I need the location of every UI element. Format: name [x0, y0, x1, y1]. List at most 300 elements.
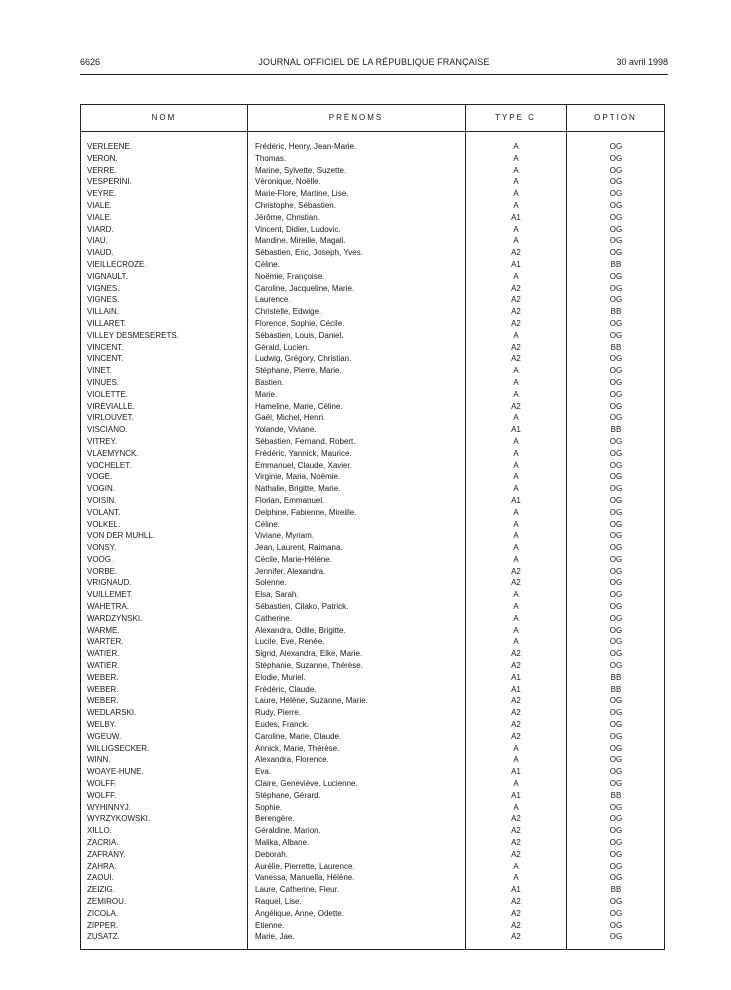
cell-nom: VIOLETTE. — [87, 389, 128, 399]
cell-prenoms: Frédéric, Claude. — [255, 684, 317, 694]
cell-prenoms: Thomas. — [255, 153, 287, 163]
cell-nom: VOCHELET. — [87, 460, 132, 470]
table-row — [81, 849, 664, 861]
cell-option: OG — [609, 755, 623, 765]
cell-type: A2 — [511, 401, 521, 411]
cell-nom: ZACRIA. — [87, 838, 119, 848]
cell-option: OG — [609, 802, 623, 812]
cell-type: A — [513, 224, 519, 234]
cell-option: OG — [609, 460, 623, 470]
cell-type: A2 — [511, 661, 521, 671]
cell-type: A — [513, 377, 519, 387]
table-row — [81, 813, 664, 825]
cell-option: OG — [609, 708, 623, 718]
cell-option: OG — [609, 920, 623, 930]
cell-prenoms: Emmanuel, Claude, Xavier. — [255, 460, 352, 470]
table-row — [81, 259, 664, 271]
cell-nom: WARDZYNSKI. — [87, 613, 143, 623]
cell-prenoms: Vincent, Didier, Ludovic. — [255, 224, 341, 234]
cell-type: A1 — [511, 885, 521, 895]
table-row — [81, 188, 664, 200]
cell-prenoms: Solenne. — [255, 578, 287, 588]
cell-nom: VIGNAULT. — [87, 271, 128, 281]
cell-type: A — [513, 271, 519, 281]
cell-type: A2 — [511, 814, 521, 824]
cell-type: A — [513, 484, 519, 494]
cell-type: A2 — [511, 908, 521, 918]
table-row — [81, 802, 664, 814]
cell-nom: WEBER. — [87, 684, 119, 694]
cell-nom: VIGNES. — [87, 283, 120, 293]
cell-type: A2 — [511, 578, 521, 588]
cell-option: OG — [609, 318, 623, 328]
cell-prenoms: Claire, Geneviève, Lucienne. — [255, 779, 358, 789]
table-row — [81, 424, 664, 436]
table-row — [81, 448, 664, 460]
cell-type: A1 — [511, 672, 521, 682]
cell-option: OG — [609, 177, 623, 187]
cell-option: BB — [610, 885, 622, 895]
cell-nom: VIARD. — [87, 224, 114, 234]
cell-prenoms: Jennifer, Alexandra. — [255, 566, 326, 576]
header-divider — [81, 131, 664, 132]
column-header-type: TYPE C — [495, 113, 536, 122]
cell-type: A — [513, 861, 519, 871]
cell-prenoms: Céline. — [255, 259, 280, 269]
cell-type: A — [513, 590, 519, 600]
cell-nom: VIGNES. — [87, 295, 120, 305]
cell-nom: VIAUD. — [87, 248, 114, 258]
table-row — [81, 165, 664, 177]
page-header — [80, 57, 668, 71]
cell-nom: VEYRE. — [87, 189, 117, 199]
cell-type: A2 — [511, 826, 521, 836]
cell-type: A — [513, 625, 519, 635]
cell-prenoms: Raquel, Lise. — [255, 897, 302, 906]
cell-prenoms: Jean, Laurent, Raimana. — [255, 543, 343, 553]
cell-option: OG — [609, 212, 623, 222]
cell-type: A2 — [511, 354, 521, 364]
cell-prenoms: Aurélie, Pierrette, Laurence. — [255, 861, 355, 871]
cell-nom: WOAYE-HUNE. — [87, 767, 144, 777]
table-row — [81, 601, 664, 613]
cell-nom: ZEMIROU. — [87, 897, 127, 906]
cell-type: A2 — [511, 720, 521, 730]
cell-prenoms: Laure, Hélène, Suzanne, Marie. — [255, 696, 368, 706]
cell-option: OG — [609, 543, 623, 553]
cell-prenoms: Sébastien, Cilako, Patrick. — [255, 602, 349, 612]
cell-option: OG — [609, 932, 623, 942]
cell-option: OG — [609, 495, 623, 505]
cell-option: OG — [609, 696, 623, 706]
cell-prenoms: Marie. — [255, 389, 278, 399]
table-row — [81, 648, 664, 660]
table-row — [81, 436, 664, 448]
cell-type: A — [513, 153, 519, 163]
table-row — [81, 566, 664, 578]
table-row — [81, 342, 664, 354]
cell-prenoms: Lucile, Eve, Renée. — [255, 637, 325, 647]
table-row — [81, 294, 664, 306]
cell-option: OG — [609, 507, 623, 517]
cell-option: OG — [609, 519, 623, 529]
table-row — [81, 460, 664, 472]
cell-prenoms: Stéphane, Pierre, Marie. — [255, 366, 342, 376]
cell-type: A1 — [511, 495, 521, 505]
cell-prenoms: Elodie, Muriel. — [255, 672, 306, 682]
cell-type: A — [513, 460, 519, 470]
cell-option: OG — [609, 838, 623, 848]
cell-nom: VIRLOUVET. — [87, 413, 134, 423]
cell-nom: WARME. — [87, 625, 120, 635]
cell-prenoms: Gérald, Lucien. — [255, 342, 310, 352]
cell-nom: WATIER. — [87, 661, 120, 671]
table-row — [81, 731, 664, 743]
cell-option: OG — [609, 142, 623, 151]
cell-nom: VINUES. — [87, 377, 120, 387]
cell-option: BB — [610, 684, 622, 694]
cell-nom: VINCENT. — [87, 354, 124, 364]
cell-prenoms: Vanessa, Manuella, Hélène. — [255, 873, 355, 883]
cell-option: OG — [609, 637, 623, 647]
cell-option: OG — [609, 330, 623, 340]
cell-type: A — [513, 366, 519, 376]
cell-option: OG — [609, 554, 623, 564]
table-row — [81, 271, 664, 283]
cell-nom: ZUSATZ. — [87, 932, 120, 942]
table-row — [81, 247, 664, 259]
cell-type: A2 — [511, 649, 521, 659]
cell-option: OG — [609, 389, 623, 399]
cell-prenoms: Laure, Catherine, Fleur. — [255, 885, 340, 895]
table-row — [81, 589, 664, 601]
table-row — [81, 884, 664, 896]
table-row — [81, 519, 664, 531]
cell-prenoms: Yolande, Viviane. — [255, 425, 317, 435]
cell-prenoms: Ludwig, Grégory, Christian. — [255, 354, 352, 364]
cell-type: A — [513, 200, 519, 210]
cell-nom: VOOG. — [87, 554, 114, 564]
cell-nom: VINCENT. — [87, 342, 124, 352]
cell-type: A1 — [511, 684, 521, 694]
cell-nom: VESPERINI. — [87, 177, 132, 187]
cell-type: A — [513, 554, 519, 564]
cell-nom: VIAU. — [87, 236, 108, 246]
cell-nom: ZAHRA. — [87, 861, 117, 871]
cell-prenoms: Christophe, Sébastien. — [255, 200, 336, 210]
cell-option: OG — [609, 861, 623, 871]
cell-nom: ZICOLA. — [87, 908, 119, 918]
cell-option: OG — [609, 897, 623, 906]
results-table — [80, 104, 665, 950]
cell-type: A1 — [511, 212, 521, 222]
cell-option: OG — [609, 826, 623, 836]
cell-type: A1 — [511, 425, 521, 435]
cell-nom: VORBE. — [87, 566, 118, 576]
cell-nom: WOLFF. — [87, 779, 117, 789]
cell-type: A — [513, 142, 519, 151]
table-row — [81, 224, 664, 236]
cell-type: A2 — [511, 283, 521, 293]
cell-nom: XILLO. — [87, 826, 112, 836]
cell-prenoms: Bastien. — [255, 377, 284, 387]
table-row — [81, 554, 664, 566]
cell-type: A — [513, 189, 519, 199]
cell-option: OG — [609, 625, 623, 635]
cell-type: A — [513, 755, 519, 765]
cell-type: A — [513, 873, 519, 883]
cell-option: OG — [609, 377, 623, 387]
cell-option: OG — [609, 248, 623, 258]
cell-prenoms: Eudes, Franck. — [255, 720, 309, 730]
cell-prenoms: Annick, Marie, Thérèse. — [255, 743, 340, 753]
cell-nom: VOISIN. — [87, 495, 117, 505]
cell-prenoms: Sophie. — [255, 802, 283, 812]
table-row — [81, 872, 664, 884]
table-row — [81, 530, 664, 542]
cell-option: BB — [610, 259, 622, 269]
column-header-nom: NOM — [151, 113, 177, 122]
table-row — [81, 660, 664, 672]
cell-type: A — [513, 330, 519, 340]
cell-prenoms: Virginie, Maria, Noëmie. — [255, 472, 341, 482]
cell-nom: WILLIGSECKER. — [87, 743, 150, 753]
cell-nom: VONSY. — [87, 543, 117, 553]
cell-prenoms: Elsa, Sarah. — [255, 590, 299, 600]
cell-prenoms: Viviane, Myriam. — [255, 531, 314, 541]
cell-type: A2 — [511, 932, 521, 942]
table-row — [81, 483, 664, 495]
cell-prenoms: Eva. — [255, 767, 272, 777]
cell-option: OG — [609, 720, 623, 730]
cell-type: A — [513, 637, 519, 647]
cell-prenoms: Delphine, Fabienne, Mireille. — [255, 507, 357, 517]
table-row — [81, 861, 664, 873]
cell-prenoms: Véronique, Noëlle. — [255, 177, 321, 187]
cell-option: OG — [609, 908, 623, 918]
page-number: 6626 — [80, 57, 101, 67]
table-row — [81, 931, 664, 943]
table-row — [81, 283, 664, 295]
table-row — [81, 212, 664, 224]
cell-option: OG — [609, 578, 623, 588]
cell-option: OG — [609, 200, 623, 210]
cell-nom: WARTER. — [87, 637, 124, 647]
cell-prenoms: Sigrid, Alexandra, Elke, Marie. — [255, 649, 363, 659]
cell-option: OG — [609, 153, 623, 163]
cell-prenoms: Catherine. — [255, 613, 292, 623]
cell-option: OG — [609, 401, 623, 411]
cell-nom: WELBY. — [87, 720, 117, 730]
cell-option: OG — [609, 295, 623, 305]
column-header-prenoms: PRÉNOMS — [328, 113, 384, 122]
cell-nom: WAHETRA. — [87, 602, 129, 612]
cell-type: A2 — [511, 295, 521, 305]
cell-nom: VOLKEL. — [87, 519, 121, 529]
cell-prenoms: Frédéric, Henry, Jean-Marie. — [255, 142, 357, 151]
cell-type: A — [513, 531, 519, 541]
cell-prenoms: Sébastien, Eric, Joseph, Yves. — [255, 248, 363, 258]
cell-nom: WYHINNYJ. — [87, 802, 131, 812]
cell-type: A1 — [511, 259, 521, 269]
cell-option: OG — [609, 189, 623, 199]
table-row — [81, 778, 664, 790]
cell-nom: WEBER. — [87, 672, 119, 682]
publication-date: 30 avril 1998 — [616, 57, 668, 67]
table-row — [81, 719, 664, 731]
cell-type: A — [513, 779, 519, 789]
cell-nom: ZAOUI. — [87, 873, 114, 883]
cell-option: OG — [609, 283, 623, 293]
table-row — [81, 176, 664, 188]
cell-prenoms: Nathalie, Brigitte, Marie. — [255, 484, 341, 494]
cell-nom: VERRE. — [87, 165, 117, 175]
table-row — [81, 365, 664, 377]
table-row — [81, 707, 664, 719]
cell-option: OG — [609, 613, 623, 623]
cell-nom: VOGIN. — [87, 484, 116, 494]
cell-prenoms: Marine, Sylvette, Suzette. — [255, 165, 347, 175]
cell-prenoms: Stéphane, Gérard. — [255, 790, 321, 800]
cell-option: OG — [609, 436, 623, 446]
table-row — [81, 908, 664, 920]
table-row — [81, 790, 664, 802]
cell-option: OG — [609, 224, 623, 234]
cell-type: A — [513, 519, 519, 529]
cell-prenoms: Cécile, Marie-Hélène. — [255, 554, 332, 564]
table-row — [81, 636, 664, 648]
table-row — [81, 577, 664, 589]
cell-type: A2 — [511, 838, 521, 848]
cell-nom: VIREVIALLE. — [87, 401, 136, 411]
cell-nom: VILLEY DESMESERETS. — [87, 330, 179, 340]
cell-prenoms: Malika, Albane. — [255, 838, 310, 848]
cell-type: A1 — [511, 790, 521, 800]
cell-prenoms: Alexandra, Odile, Brigitte. — [255, 625, 346, 635]
cell-prenoms: Céline. — [255, 519, 280, 529]
cell-option: OG — [609, 484, 623, 494]
cell-type: A2 — [511, 897, 521, 906]
cell-option: OG — [609, 448, 623, 458]
cell-type: A1 — [511, 767, 521, 777]
cell-type: A — [513, 236, 519, 246]
cell-nom: VIALE. — [87, 212, 112, 222]
cell-type: A — [513, 436, 519, 446]
cell-option: OG — [609, 873, 623, 883]
cell-prenoms: Caroline, Marie, Claude. — [255, 731, 342, 741]
publication-title: JOURNAL OFFICIEL DE LA RÉPUBLIQUE FRANÇAISE — [258, 57, 490, 67]
cell-type: A2 — [511, 849, 521, 859]
cell-nom: VLAEMYNCK. — [87, 448, 139, 458]
cell-type: A2 — [511, 307, 521, 317]
table-row — [81, 896, 664, 908]
cell-prenoms: Marie, Jae. — [255, 932, 295, 942]
cell-type: A2 — [511, 708, 521, 718]
cell-option: OG — [609, 271, 623, 281]
table-row — [81, 684, 664, 696]
cell-prenoms: Mandine, Mireille, Magali. — [255, 236, 346, 246]
table-row — [81, 141, 664, 153]
cell-option: OG — [609, 566, 623, 576]
cell-type: A — [513, 743, 519, 753]
table-row — [81, 412, 664, 424]
cell-prenoms: Marie-Flore, Martine, Lise. — [255, 189, 349, 199]
table-row — [81, 542, 664, 554]
cell-option: BB — [610, 425, 622, 435]
table-row — [81, 401, 664, 413]
cell-nom: WGEUW. — [87, 731, 122, 741]
cell-nom: VIEILLECROZE. — [87, 259, 147, 269]
cell-nom: WEBER. — [87, 696, 119, 706]
cell-nom: VINET. — [87, 366, 112, 376]
cell-nom: VILLAIN. — [87, 307, 120, 317]
cell-type: A2 — [511, 696, 521, 706]
cell-option: OG — [609, 661, 623, 671]
cell-nom: WOLFF. — [87, 790, 117, 800]
cell-type: A — [513, 543, 519, 553]
cell-type: A — [513, 177, 519, 187]
cell-option: OG — [609, 165, 623, 175]
cell-option: OG — [609, 602, 623, 612]
table-row — [81, 306, 664, 318]
table-row — [81, 353, 664, 365]
cell-prenoms: Stéphanie, Suzanne, Thérèse. — [255, 661, 363, 671]
cell-type: A2 — [511, 920, 521, 930]
cell-nom: WATIER. — [87, 649, 120, 659]
table-row — [81, 766, 664, 778]
table-row — [81, 153, 664, 165]
cell-prenoms: Jérôme, Christian. — [255, 212, 320, 222]
cell-option: OG — [609, 743, 623, 753]
table-row — [81, 754, 664, 766]
cell-nom: ZEIZIG. — [87, 885, 115, 895]
cell-option: BB — [610, 307, 622, 317]
cell-type: A — [513, 165, 519, 175]
cell-option: BB — [610, 790, 622, 800]
cell-type: A — [513, 448, 519, 458]
cell-option: BB — [610, 342, 622, 352]
cell-option: OG — [609, 366, 623, 376]
cell-prenoms: Rudy, Pierre. — [255, 708, 302, 718]
cell-prenoms: Hameline, Marie, Céline. — [255, 401, 343, 411]
cell-option: OG — [609, 767, 623, 777]
cell-option: OG — [609, 472, 623, 482]
table-row — [81, 200, 664, 212]
cell-option: OG — [609, 236, 623, 246]
cell-option: OG — [609, 849, 623, 859]
cell-nom: VERLEENE. — [87, 142, 132, 151]
table-row — [81, 389, 664, 401]
cell-type: A — [513, 413, 519, 423]
table-body — [81, 141, 664, 943]
cell-nom: VOGE. — [87, 472, 113, 482]
cell-prenoms: Gaël, Michel, Henri. — [255, 413, 326, 423]
table-row — [81, 495, 664, 507]
table-row — [81, 235, 664, 247]
column-header-option: OPTION — [594, 113, 637, 122]
cell-option: OG — [609, 354, 623, 364]
cell-nom: VOLANT. — [87, 507, 121, 517]
cell-prenoms: Frédéric, Yannick, Maurice. — [255, 448, 352, 458]
table-row — [81, 330, 664, 342]
cell-option: OG — [609, 590, 623, 600]
cell-nom: ZAFRANY. — [87, 849, 126, 859]
cell-nom: VERON. — [87, 153, 118, 163]
cell-type: A2 — [511, 566, 521, 576]
cell-type: A2 — [511, 318, 521, 328]
cell-type: A — [513, 472, 519, 482]
cell-nom: VITREY. — [87, 436, 118, 446]
